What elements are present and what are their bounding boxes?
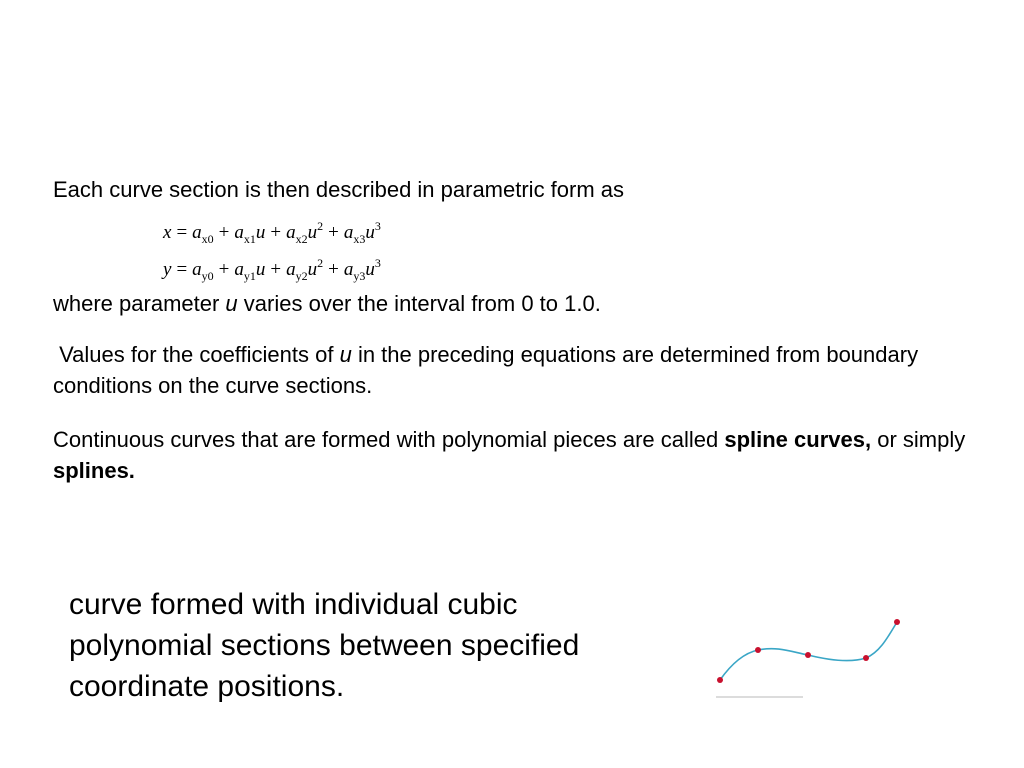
control-point [863,655,869,661]
plus-sign: + [218,259,230,280]
coefficients-text [53,339,993,401]
param-text-before: where parameter [53,291,226,316]
figure-caption: curve formed with individual cubic polynomial sections between specified coordinate positions. [69,588,580,703]
parameter-range-text [53,288,601,319]
exponent: 2 [317,256,324,270]
coef-subscript: x0 [201,232,214,246]
param-u: u [255,259,266,280]
control-point [755,647,761,653]
plus-sign: + [218,222,230,243]
plus-sign: + [328,222,339,243]
coef-a: a [286,222,296,243]
param-u: u [365,222,375,243]
splines-term: splines. [53,458,135,483]
splines-definition-text [53,424,993,486]
param-u: u [307,222,318,243]
coef-a: a [234,259,244,280]
param-u: u [255,222,266,243]
spline-curves-term: spline curves, [724,427,872,452]
coef-subscript: y1 [243,269,256,283]
coef-a: a [192,259,202,280]
control-point [805,652,811,658]
coef-subscript: y0 [201,269,214,283]
plus-sign: + [270,259,282,280]
plus-sign: + [328,259,339,280]
spline-curve-figure [700,605,910,705]
equals-sign: = [176,259,188,280]
equation-y-lhs: y [163,259,172,280]
control-point [894,619,900,625]
exponent: 3 [374,219,381,233]
equation-x-lhs: x [163,222,172,243]
param-text-after: varies over the interval from 0 to 1.0. [237,291,601,316]
coef-subscript: x1 [243,232,256,246]
coef-subscript: x3 [353,232,366,246]
equation-y [163,251,381,288]
values-text-after: in the preceding equations are determined from boundary conditions on the curve sections. [53,342,919,398]
equation-x [163,214,381,251]
coef-subscript: y3 [353,269,366,283]
coef-a: a [192,222,202,243]
coef-a: a [343,259,354,280]
control-point [717,677,723,683]
coef-subscript: x2 [295,232,308,246]
exponent: 3 [374,256,381,270]
splines-text-middle: or simply [871,427,966,452]
spline-curve [720,622,897,680]
param-u: u [225,291,238,316]
coef-a: a [343,222,354,243]
equals-sign: = [176,222,188,243]
param-u: u [339,342,352,367]
param-u: u [365,259,375,280]
intro-text: Each curve section is then described in parametric form as [53,177,625,202]
coef-subscript: y2 [295,269,308,283]
coef-a: a [234,222,244,243]
coef-a: a [286,259,296,280]
exponent: 2 [317,219,324,233]
splines-text-before: Continuous curves that are formed with polynomial pieces are called [53,427,725,452]
plus-sign: + [270,222,282,243]
values-text-before: Values for the coefficients of [53,342,340,367]
param-u: u [307,259,318,280]
